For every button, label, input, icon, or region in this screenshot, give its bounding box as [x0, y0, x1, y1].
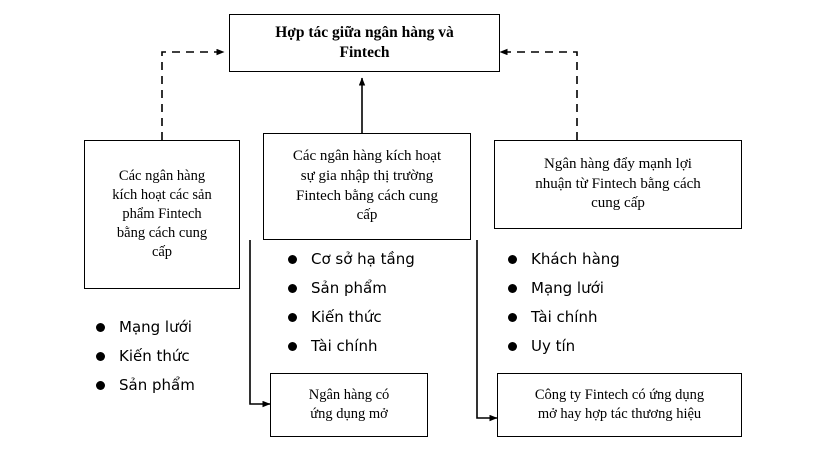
bottom-left-box [270, 373, 428, 437]
center-bullet-3: Tài chính [311, 337, 378, 355]
left-box-line4: bằng cách cung [116, 225, 208, 242]
bullet-dot-icon [288, 255, 297, 264]
left-bullet-list [96, 318, 195, 405]
right-box-line1: Ngân hàng đẩy mạnh lợi [544, 155, 692, 172]
list-item [288, 279, 415, 297]
left-box-line3: phẩm Fintech [122, 205, 202, 222]
bullet-dot-icon [288, 284, 297, 293]
bottom-left-box-line2: ứng dụng mở [310, 406, 388, 422]
list-item [96, 347, 195, 365]
list-item [96, 376, 195, 394]
bullet-dot-icon [96, 323, 105, 332]
right-box-line2: nhuận từ Fintech bằng cách [535, 175, 701, 192]
list-item [96, 318, 195, 336]
center-box-line2: sự gia nhập thị trường [300, 167, 434, 184]
right-box [494, 140, 742, 229]
list-item [288, 337, 415, 355]
center-box [263, 133, 471, 240]
left-box-line1: Các ngân hàng [118, 167, 206, 184]
center-box-line3: Fintech bằng cách cung [295, 187, 439, 204]
bullet-dot-icon [288, 313, 297, 322]
list-item [508, 279, 620, 297]
right-bullet-1: Mạng lưới [531, 279, 604, 297]
left-box [84, 140, 240, 289]
left-bullet-1: Kiến thức [119, 347, 190, 365]
bullet-dot-icon [508, 255, 517, 264]
center-box-line1: Các ngân hàng kích hoạt [292, 147, 442, 164]
bullet-dot-icon [96, 381, 105, 390]
bottom-right-box-line2: mở hay hợp tác thương hiệu [537, 406, 702, 422]
bullet-dot-icon [96, 352, 105, 361]
center-bullet-2: Kiến thức [311, 308, 382, 326]
center-box-line4: cấp [356, 207, 378, 224]
left-bullet-0: Mạng lưới [119, 318, 192, 336]
left-box-line2: kích hoạt các sản [112, 186, 212, 203]
left-box-line5: cấp [151, 244, 173, 261]
right-box-line3: cung cấp [591, 195, 645, 212]
bullet-dot-icon [508, 284, 517, 293]
center-bullet-1: Sản phẩm [311, 279, 387, 297]
left-bullet-2: Sản phẩm [119, 376, 195, 394]
list-item [288, 308, 415, 326]
center-bullet-list [288, 250, 415, 366]
bullet-dot-icon [508, 313, 517, 322]
title-box-line1: Hợp tác giữa ngân hàng và [275, 23, 454, 41]
center-bullet-0: Cơ sở hạ tầng [311, 250, 415, 268]
bottom-right-box-line1: Công ty Fintech có ứng dụng [534, 386, 705, 403]
list-item [508, 250, 620, 268]
bottom-right-box [497, 373, 742, 437]
title-box-line2: Fintech [339, 44, 390, 61]
list-item [288, 250, 415, 268]
right-bullet-3: Uy tín [531, 337, 576, 355]
list-item [508, 308, 620, 326]
bullet-dot-icon [508, 342, 517, 351]
right-bullet-2: Tài chính [531, 308, 598, 326]
list-item [508, 337, 620, 355]
title-box [229, 14, 500, 72]
right-bullet-list [508, 250, 620, 366]
bullet-dot-icon [288, 342, 297, 351]
right-bullet-0: Khách hàng [531, 250, 620, 268]
bottom-left-box-line1: Ngân hàng có [308, 386, 390, 403]
